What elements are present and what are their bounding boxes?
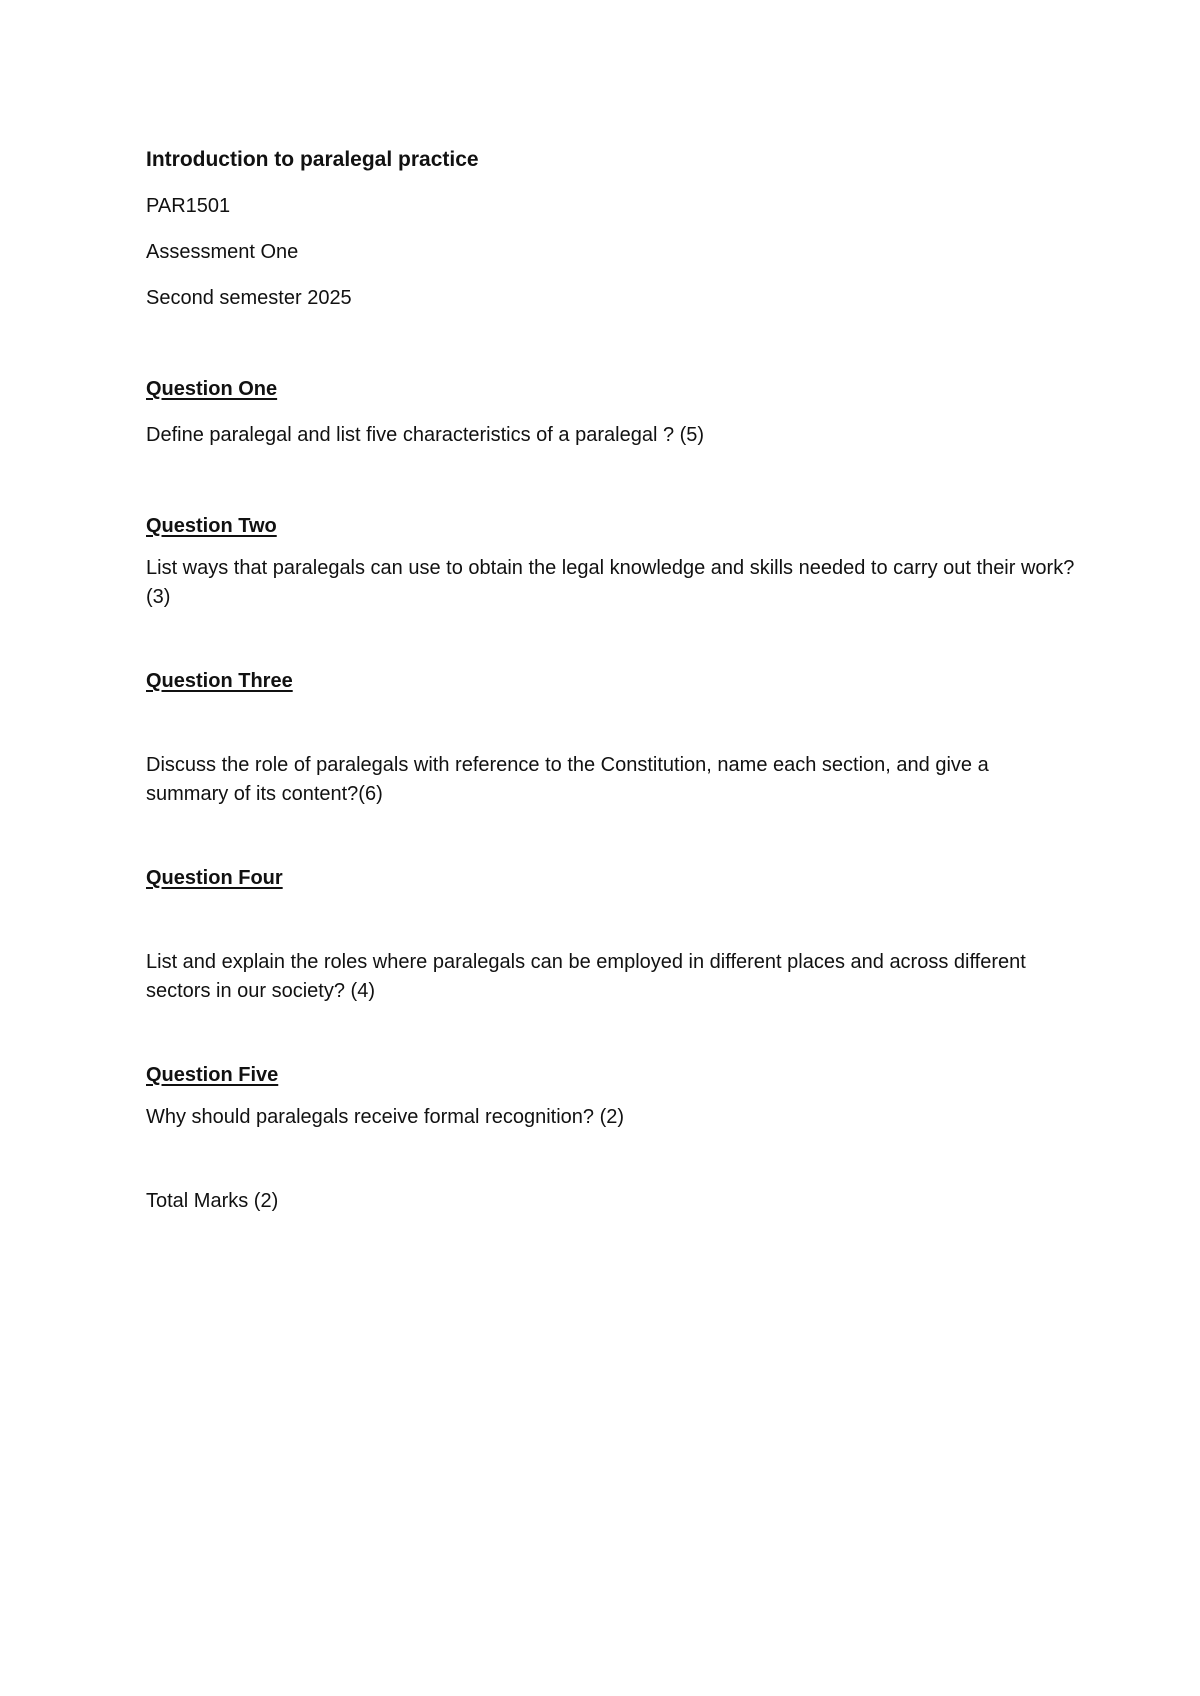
question-five-text: Why should paralegals receive formal recognition? (2) [146, 1106, 625, 1128]
question-three-text: Discuss the role of paralegals with reference to the Constitution, name each section, and give a summary of its content?(6) [146, 754, 989, 805]
document-title: Introduction to paralegal practice [146, 148, 479, 171]
question-four-heading: Question Four [146, 867, 283, 889]
question-one-text: Define paralegal and list five characteristics of a paralegal ? (5) [146, 424, 705, 446]
question-three-heading: Question Three [146, 670, 293, 692]
question-two-text: List ways that paralegals can use to obtain the legal knowledge and skills needed to carry out their work? (3) [146, 557, 1075, 608]
assessment-name: Assessment One [146, 241, 299, 263]
question-one-heading: Question One [146, 378, 278, 400]
question-five-heading: Question Five [146, 1064, 279, 1086]
semester-label: Second semester 2025 [146, 287, 352, 309]
course-code: PAR1501 [146, 195, 231, 217]
question-two-heading: Question Two [146, 515, 277, 537]
total-marks: Total Marks (2) [146, 1190, 279, 1212]
question-four-text: List and explain the roles where paralegals can be employed in different places and across different sectors in our society? (4) [146, 951, 1026, 1002]
